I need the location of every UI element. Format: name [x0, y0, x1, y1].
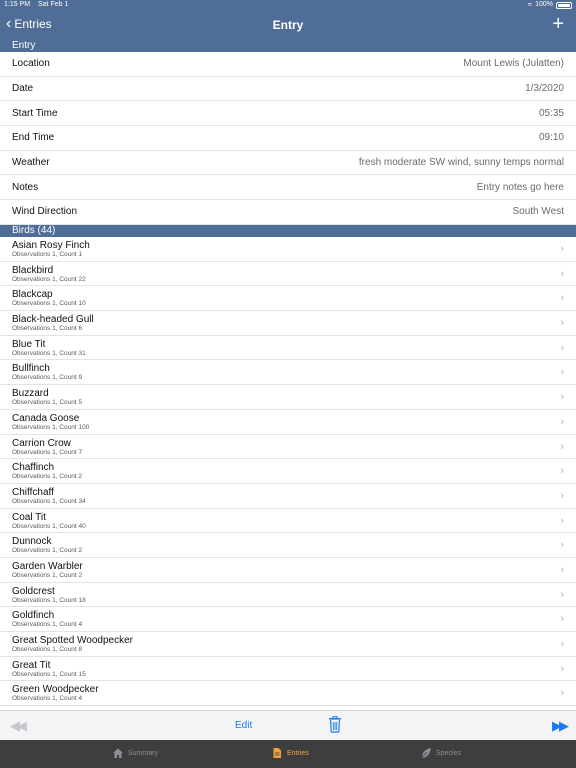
feather-icon [420, 747, 432, 759]
entry-label: Wind Direction [12, 206, 78, 218]
tab-summary-label: Summary [128, 749, 158, 757]
tab-entries[interactable] [271, 747, 309, 759]
status-bar [0, 0, 576, 10]
entry-value: Entry notes go here [476, 181, 564, 193]
section-header-entry: Entry [0, 40, 576, 52]
wifi-icon: ≈ [527, 0, 533, 9]
chevron-right-icon: › [560, 489, 564, 502]
bird-name: Blackbird [12, 264, 54, 276]
bottom-toolbar [0, 710, 576, 740]
entry-label: End Time [12, 132, 55, 144]
chevron-right-icon: › [560, 317, 564, 330]
bird-row[interactable] [0, 410, 576, 435]
bird-name: Goldcrest [12, 585, 55, 597]
bird-name: Chaffinch [12, 462, 55, 474]
bird-name: Chiffchaff [12, 486, 54, 498]
bird-row[interactable] [0, 286, 576, 311]
bird-row[interactable] [0, 435, 576, 460]
entry-label: Weather [12, 157, 50, 169]
bird-observation-detail: Observations 1, Count 34 [12, 497, 86, 505]
bird-observation-detail: Observations 1, Count 4 [12, 695, 83, 703]
back-button[interactable] [6, 16, 52, 32]
bird-row[interactable] [0, 484, 576, 509]
battery-icon [556, 2, 572, 9]
entry-value: 1/3/2020 [525, 83, 564, 95]
chevron-right-icon: › [560, 267, 564, 280]
bird-row[interactable] [0, 657, 576, 682]
bird-observation-detail: Observations 1, Count 2 [12, 571, 83, 579]
bird-name: Canada Goose [12, 412, 80, 424]
bird-name: Garden Warbler [12, 560, 83, 572]
bird-observation-detail: Observations 1, Count 2 [12, 473, 83, 481]
bird-row[interactable] [0, 632, 576, 657]
entry-row-location[interactable] [0, 52, 576, 77]
entry-value: 05:35 [538, 107, 564, 119]
entry-value: South West [512, 206, 564, 218]
bird-observation-detail: Observations 1, Count 10 [12, 300, 86, 308]
birds-list[interactable] [0, 237, 576, 709]
chevron-right-icon: › [560, 563, 564, 576]
trash-icon[interactable] [328, 716, 342, 733]
chevron-right-icon: › [560, 588, 564, 601]
bird-row[interactable] [0, 311, 576, 336]
bird-row[interactable] [0, 509, 576, 534]
page-title: Entry [272, 18, 304, 32]
bird-row[interactable] [0, 558, 576, 583]
document-icon [271, 747, 283, 759]
status-time: 1:15 PM [4, 1, 31, 8]
status-date: Sat Feb 1 [38, 1, 69, 8]
entry-row-wind-direction[interactable] [0, 200, 576, 225]
bird-observation-detail: Observations 1, Count 18 [12, 596, 86, 604]
chevron-right-icon: › [560, 465, 564, 478]
entry-row-start-time[interactable] [0, 101, 576, 126]
bird-name: Asian Rosy Finch [12, 240, 90, 251]
entry-label: Location [12, 58, 50, 70]
bird-name: Coal Tit [12, 511, 46, 523]
bird-row[interactable] [0, 681, 576, 706]
entry-label: Notes [12, 181, 39, 193]
chevron-right-icon: › [560, 415, 564, 428]
bird-observation-detail: Observations 1, Count 6 [12, 325, 83, 333]
bird-row[interactable] [0, 583, 576, 608]
chevron-right-icon: › [560, 366, 564, 379]
bird-observation-detail: Observations 1, Count 1 [12, 251, 83, 258]
bird-observation-detail: Observations 1, Count 8 [12, 646, 83, 653]
bird-name: Dunnock [12, 536, 52, 548]
edit-button[interactable]: Edit [235, 720, 253, 731]
chevron-right-icon: › [560, 391, 564, 404]
bird-name: Green Woodpecker [12, 684, 99, 696]
bird-name: Great Tit [12, 659, 51, 671]
bird-observation-detail: Observations 1, Count 31 [12, 349, 86, 357]
bird-row[interactable] [0, 262, 576, 287]
fast-forward-icon[interactable]: ▶▶ [552, 718, 566, 733]
bird-name: Goldfinch [12, 610, 55, 622]
entry-row-end-time[interactable] [0, 126, 576, 151]
bird-observation-detail: Observations 1, Count 40 [12, 522, 86, 530]
bird-row[interactable] [0, 360, 576, 385]
chevron-right-icon: › [560, 292, 564, 305]
chevron-right-icon: › [560, 662, 564, 675]
bird-name: Bullfinch [12, 363, 50, 375]
bird-observation-detail: Observations 1, Count 9 [12, 374, 83, 382]
tab-species-label: Species [436, 749, 461, 757]
bird-observation-detail: Observations 1, Count 2 [12, 547, 83, 555]
bird-row[interactable] [0, 607, 576, 632]
chevron-right-icon: › [560, 514, 564, 527]
tab-summary[interactable] [112, 747, 158, 759]
chevron-right-icon: › [560, 638, 564, 650]
header-bar [0, 0, 576, 40]
bird-observation-detail: Observations 1, Count 5 [12, 399, 83, 407]
back-label: Entries [14, 17, 52, 31]
bird-observation-detail: Observations 1, Count 4 [12, 621, 83, 629]
bird-row[interactable] [0, 237, 576, 262]
bird-row[interactable] [0, 385, 576, 410]
chevron-right-icon: › [560, 341, 564, 354]
entry-value: fresh moderate SW wind, sunny temps normal [358, 157, 564, 169]
entry-row-notes[interactable] [0, 175, 576, 200]
navigation-bar [0, 10, 576, 40]
chevron-right-icon: › [560, 687, 564, 700]
bird-name: Carrion Crow [12, 437, 71, 449]
chevron-right-icon: › [560, 243, 564, 255]
chevron-right-icon: › [560, 440, 564, 453]
bird-row[interactable] [0, 459, 576, 484]
bird-row[interactable] [0, 336, 576, 361]
entry-label: Date [12, 83, 34, 95]
entry-row-weather[interactable] [0, 151, 576, 176]
tab-entries-label: Entries [287, 749, 309, 757]
battery-percent: 100% [535, 1, 553, 8]
chevron-right-icon: › [560, 539, 564, 552]
entry-value: 09:10 [538, 132, 564, 144]
bird-name: Buzzard [12, 388, 49, 400]
entry-row-date[interactable] [0, 77, 576, 102]
bird-observation-detail: Observations 1, Count 22 [12, 275, 86, 283]
bird-row[interactable] [0, 533, 576, 558]
entry-label: Start Time [12, 107, 58, 119]
chevron-right-icon: › [560, 613, 564, 626]
entry-value: Mount Lewis (Julatten) [463, 58, 564, 70]
section-header-birds: Birds (44) [0, 225, 576, 237]
bird-observation-detail: Observations 1, Count 15 [12, 670, 86, 678]
tab-bar [0, 740, 576, 768]
chevron-left-icon: ‹ [6, 15, 12, 32]
bird-observation-detail: Observations 1, Count 7 [12, 448, 83, 456]
home-icon [112, 747, 124, 759]
bird-name: Black-headed Gull [12, 314, 94, 326]
tab-species[interactable] [420, 747, 461, 759]
add-button[interactable]: + [552, 13, 564, 35]
bird-name: Blue Tit [12, 338, 46, 350]
rewind-icon[interactable]: ◀◀ [10, 718, 24, 733]
bird-name: Great Spotted Woodpecker [12, 635, 133, 646]
entry-details-list [0, 52, 576, 225]
bird-observation-detail: Observations 1, Count 100 [12, 423, 90, 431]
bird-name: Blackcap [12, 289, 53, 301]
